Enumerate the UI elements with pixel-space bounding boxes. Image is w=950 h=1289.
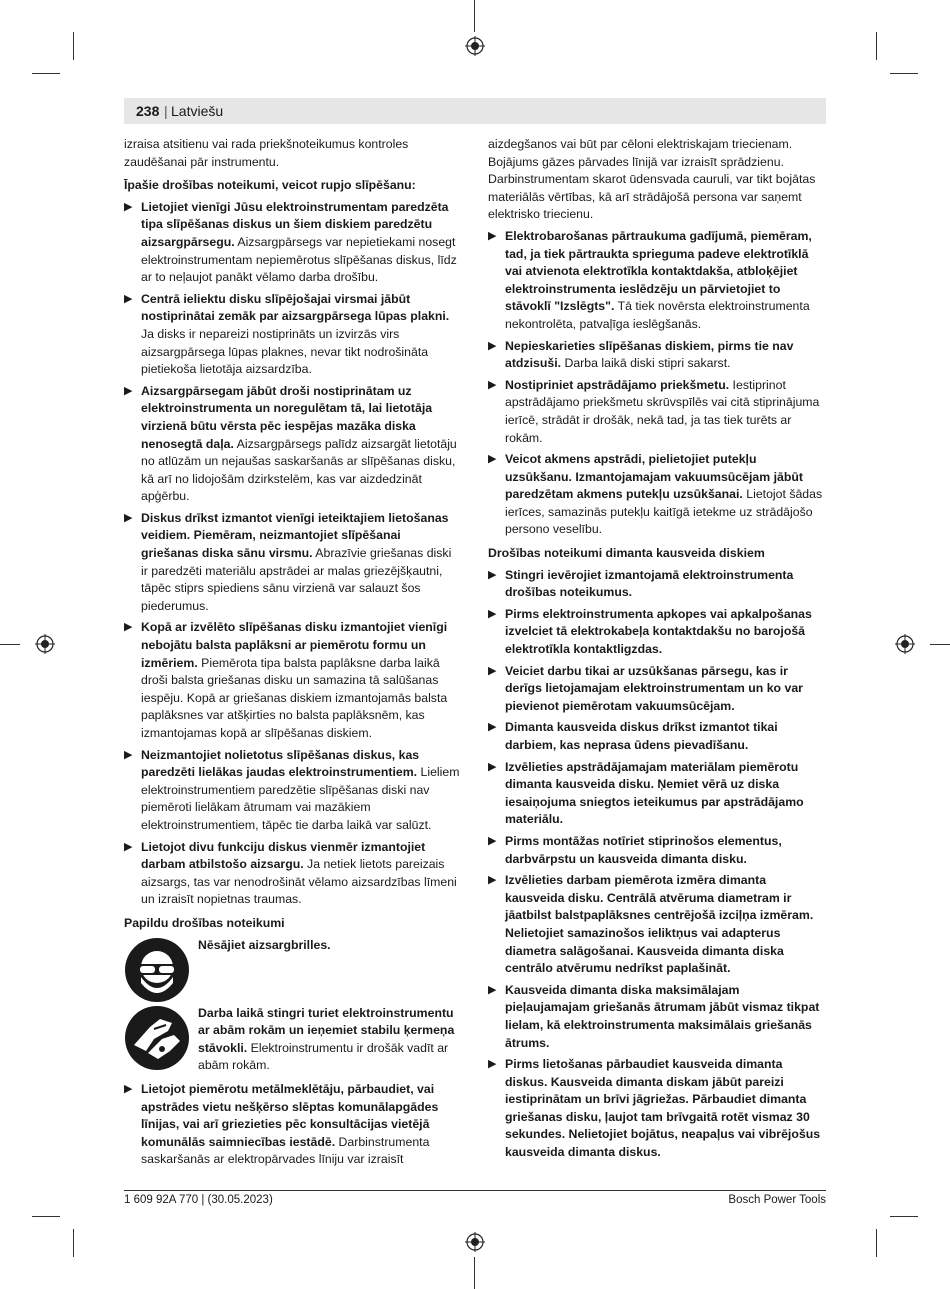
section-heading-diamond-discs: Drošības noteikumi dimanta kausveida diskiem [488, 546, 765, 561]
footer-doc-number: 1 609 92A 770 | (30.05.2023) [124, 1194, 273, 1206]
list-item [124, 619, 461, 742]
item-bold-text: Neizmantojiet nolietotus slīpēšanas diskus, kas paredzēti lielākas jaudas elektroinstrumentiem. [141, 747, 420, 780]
bullet-icon: ▶ [124, 511, 133, 524]
item-bold-text: Dimanta kausveida diskus drīkst izmantot tikai darbiem, kas neprasa ūdens pievadīšanu. [505, 720, 778, 752]
bullet-icon: ▶ [124, 748, 133, 761]
bullet-icon: ▶ [488, 983, 497, 996]
bullet-icon: ▶ [488, 568, 497, 581]
intro-paragraph: izraisa atsitienu vai rada priekšnoteikumus kontroles zaudēšanai pār instrumentu. [124, 137, 409, 169]
bullet-icon: ▶ [488, 607, 497, 620]
bullet-icon: ▶ [124, 292, 133, 305]
page-header [124, 98, 826, 124]
list-item [124, 291, 461, 379]
symbol-goggles-block [124, 937, 461, 999]
crop-mark [474, 1257, 475, 1289]
item-text: Aizsargpārsegs palīdz aizsargāt lietotāju no atlūzām un nejaušas saskaršanās ar slīpēšanas disku, kā arī no lidojošām dzirkstelēm, kas var aizdedzināt apģērbu. [141, 436, 457, 504]
crop-mark [73, 32, 74, 60]
item-bold-text: Veicot akmens apstrādi, pielietojiet putekļu uzsūkšanu. Izmantojamajam vakuumsūcējam jābūt paredzētam akmens putekļu uzsūkšanai. [505, 452, 803, 502]
list-item [488, 338, 826, 373]
list-item [124, 1081, 461, 1169]
item-text: Iestiprinot apstrādājamo priekšmetu skrūvspīlēs vai citā stiprinājuma ierīcē, strādāt ir drošāk, nekā tad, ja tas tiek turēts ar rokām. [505, 377, 820, 445]
bullet-icon: ▶ [488, 664, 497, 677]
registration-mark-icon [465, 1232, 485, 1252]
list-item [488, 606, 826, 659]
item-bold-text: Diskus drīkst izmantot vienīgi ieteiktajiem lietošanas veidiem. Piemēram, neizmantojiet slīpēšanai griešanas diska sānu virsmu. [141, 510, 449, 561]
page-footer [124, 1190, 826, 1206]
bullet-icon: ▶ [488, 378, 497, 391]
footer-brand: Bosch Power Tools [728, 1194, 826, 1206]
list-item [124, 199, 461, 287]
list-item [488, 451, 826, 539]
symbol-hands-text: Elektroinstrumentu ir drošāk vadīt ar abām rokām. [198, 1040, 449, 1073]
item-bold-text: Lietojot piemērotu metālmeklētāju, pārbaudiet, vai apstrādes vietu nešķērso slēptas komunālapgādes līnijas, vai arī griezieties pēc konsultācijas vietējā komunālās saimniecības iestādē. [141, 1081, 439, 1149]
bullet-icon: ▶ [488, 339, 497, 352]
left-column [124, 136, 461, 1173]
continuation-paragraph: aizdegšanos vai būt par cēloni elektriskajam triecienam. Bojājums gāzes pārvades līnijā var izraisīt sprādzienu. Darbinstrumentam skarot ūdensvada cauruli, var tikt bojātas materiālās vērtības, kā arī strādājošā persona var saņemt elektrisko triecienu. [488, 137, 816, 222]
crop-mark [890, 1216, 918, 1217]
bullet-icon: ▶ [124, 621, 133, 634]
bullet-icon: ▶ [124, 200, 133, 213]
section-heading-rough-grinding: Īpašie drošības noteikumi, veicot rupjo slīpēšanu: [124, 178, 416, 193]
list-item [124, 383, 461, 506]
item-bold-text: Lietojot divu funkciju diskus vienmēr izmantojiet darbam atbilstošo aizsargu. [141, 839, 426, 872]
registration-mark-icon [35, 634, 55, 654]
list-item [488, 228, 826, 334]
item-text: Tā tiek novērsta elektroinstrumenta nekontrolēta, patvaļīga ieslēgšanās. [505, 299, 810, 331]
page-number: 238 [136, 103, 160, 119]
two-hands-icon [124, 1005, 190, 1071]
item-bold-text: Kausveida dimanta diska maksimālajam pieļaujamajam griešanās ātrumam jābūt vismaz tikpat lielam, kā elektroinstrumenta maksimālais griešanās ātrums. [505, 982, 820, 1050]
crop-mark [73, 1229, 74, 1257]
item-text: Aizsargpārsegs var nepietiekami nosegt elektroinstrumentam nepiemērotus slīpēšanas diskus, līdz ar to neļaujot panākt vēlamo darba drošību. [141, 234, 457, 285]
crop-mark [0, 644, 20, 645]
bullet-icon: ▶ [488, 760, 497, 773]
item-text: Ja disks ir nepareizi nostiprināts un izvirzās virs aizsargpārsega lūpas plaknes, nevar tikt nodrošināta pietiekoša lietotāja aizsardzība. [141, 326, 429, 377]
item-bold-text: Nostipriniet apstrādājamo priekšmetu. [505, 377, 730, 392]
bullet-icon: ▶ [488, 453, 497, 466]
item-bold-text: Kopā ar izvēlēto slīpēšanas disku izmantojiet vienīgi nebojātu balsta paplāksni ar piemērotu formu un izmēriem. [141, 620, 448, 670]
item-text: Darba laikā diski stipri sakarst. [561, 356, 731, 371]
bullet-icon: ▶ [124, 1082, 133, 1095]
item-bold-text: Izvēlieties apstrādājamajam materiālam piemērotu dimanta kausveida disku. Ņemiet vērā uz diska iesaiņojuma sniegtos ieteikumus par apstrādājamo materiālu. [505, 759, 804, 827]
bullet-icon: ▶ [488, 721, 497, 734]
list-item [488, 377, 826, 447]
registration-mark-icon [465, 36, 485, 56]
right-column [488, 136, 826, 1166]
list-item [488, 567, 826, 602]
item-text: Piemērota tipa balsta paplāksne darba laikā droši balsta griešanas disku un samazina tā salūšanas iespēju. Kopā ar griešanas diskiem izmantojamās balsta paplāksnes var atšķirties no balsta paplāksnēm, kas izmantojamas kopā ar slīpēšanas diskiem. [141, 655, 448, 740]
list-item [124, 747, 461, 835]
list-item [488, 982, 826, 1052]
bullet-icon: ▶ [124, 384, 133, 397]
crop-mark [32, 73, 60, 74]
item-bold-text: Pirms elektroinstrumenta apkopes vai apkalpošanas izvelciet tā elektrokabeļa kontaktdakšu no barojošā elektrotīkla kontaktligzdas. [505, 606, 812, 657]
bullet-icon: ▶ [488, 229, 497, 242]
item-bold-text: Centrā ieliektu disku slīpējošajai virsmai jābūt nostiprinātai zemāk par aizsargpārsega lūpas plakni. [141, 291, 450, 324]
item-text: Darbinstrumenta saskaršanās ar elektropārvades līniju var izraisīt [141, 1134, 430, 1167]
list-item [488, 872, 826, 978]
item-bold-text: Pirms lietošanas pārbaudiet kausveida dimanta diskus. Kausveida dimanta diskam jābūt pareizi iestiprinātam un brīvi jāgriežas. Pārbaudiet dimanta griešanas disku, ļaujot tam brīvgaitā rotēt vismaz 30 sekundes. Nelietojiet bojātus, neapaļus vai vibrējošus kausveida dimanta diskus. [505, 1057, 821, 1160]
item-bold-text: Izvēlieties darbam piemērota izmēra dimanta kausveida disku. Centrālā atvēruma diametram ir jāatbilst balstpaplāksnes centrējošā izciļņa izmēram. Nelietojiet samazinošos ieliktņus vai adapterus diametra salāgošanai. Kausveida dimanta diska centrālo atvērumu nedrīkst paplašināt. [505, 873, 814, 976]
list-item [488, 719, 826, 754]
header-separator: | [164, 103, 168, 119]
symbol-hands-bold-text: Darba laikā stingri turiet elektroinstrumentu ar abām rokām un ieņemiet stabilu ķermeņa stāvokli. [198, 1005, 455, 1055]
list-item [124, 839, 461, 909]
bullet-icon: ▶ [488, 1058, 497, 1071]
goggles-icon [124, 937, 190, 1003]
list-item [488, 663, 826, 716]
section-heading-additional: Papildu drošības noteikumi [124, 915, 285, 930]
bullet-icon: ▶ [124, 840, 133, 853]
item-text: Ja netiek lietots pareizais aizsargs, tas var nenodrošināt vēlamo aizsardzības līmeni un izraisīt nopietnas traumas. [141, 857, 457, 907]
crop-mark [32, 1216, 60, 1217]
registration-mark-icon [895, 634, 915, 654]
list-item [488, 759, 826, 829]
item-text: Abrazīvie griešanas diski ir paredzēti materiālu apstrādei ar malas griezējšķautni, tāpēc stiprs spiediens sānu virzienā var salauzt šos piederumus. [141, 546, 452, 613]
item-bold-text: Lietojiet vienīgi Jūsu elektroinstrumentam paredzēta tipa slīpēšanas diskus un šiem diskiem paredzētu aizsargpārsegu. [141, 199, 449, 249]
item-text: Lietojot šādas ierīces, samazinās putekļu kaitīgā ietekme uz strādājošo persono veselību. [505, 487, 823, 537]
bullet-icon: ▶ [488, 874, 497, 887]
item-bold-text: Veiciet darbu tikai ar uzsūkšanas pārsegu, kas ir derīgs lietojamajam elektroinstrumentam un ko var pievienot piemērotam vakuumsūcējam. [505, 663, 803, 713]
item-bold-text: Stingri ievērojiet izmantojamā elektroinstrumenta drošības noteikumus. [505, 567, 794, 600]
crop-mark [876, 1229, 877, 1257]
symbol-hands-block [124, 1005, 461, 1075]
item-bold-text: Aizsargpārsegam jābūt droši nostiprinātam uz elektroinstrumenta un noregulētam tā, lai lietotāja virzienā būtu vērsta pēc iespējas mazāka diska nenosegtā daļa. [141, 383, 433, 451]
crop-mark [930, 644, 950, 645]
crop-mark [890, 73, 918, 74]
item-bold-text: Pirms montāžas notīriet stiprinošos elementus, darbvārpstu un kausveida dimanta disku. [505, 833, 782, 866]
list-item [488, 833, 826, 868]
crop-mark [876, 32, 877, 60]
list-item [488, 1056, 826, 1162]
list-item [124, 510, 461, 616]
bullet-icon: ▶ [488, 834, 497, 847]
item-bold-text: Nepieskarieties slīpēšanas diskiem, pirms tie nav atdzisuši. [505, 338, 794, 371]
symbol-goggles-text: Nēsājiet aizsargbrilles. [198, 937, 331, 952]
header-language: Latviešu [171, 103, 224, 119]
item-text: Lieliem elektroinstrumentiem paredzētie slīpēšanas diski nav piemēroti lielākam ātrumam vai mazākiem elektroinstrumentiem, tāpēc tie darba laikā var salūzt. [141, 765, 460, 832]
item-bold-text: Elektrobarošanas pārtraukuma gadījumā, piemēram, tad, ja tiek pārtraukta sprieguma padeve elektrotīklā vai atvienota elektrotīkla kontaktdakša, atbloķējiet elektroinstrumenta ieslēdzēju un pārvietojiet to stāvoklī "Izslēgts". [505, 228, 812, 314]
crop-mark [474, 0, 475, 32]
